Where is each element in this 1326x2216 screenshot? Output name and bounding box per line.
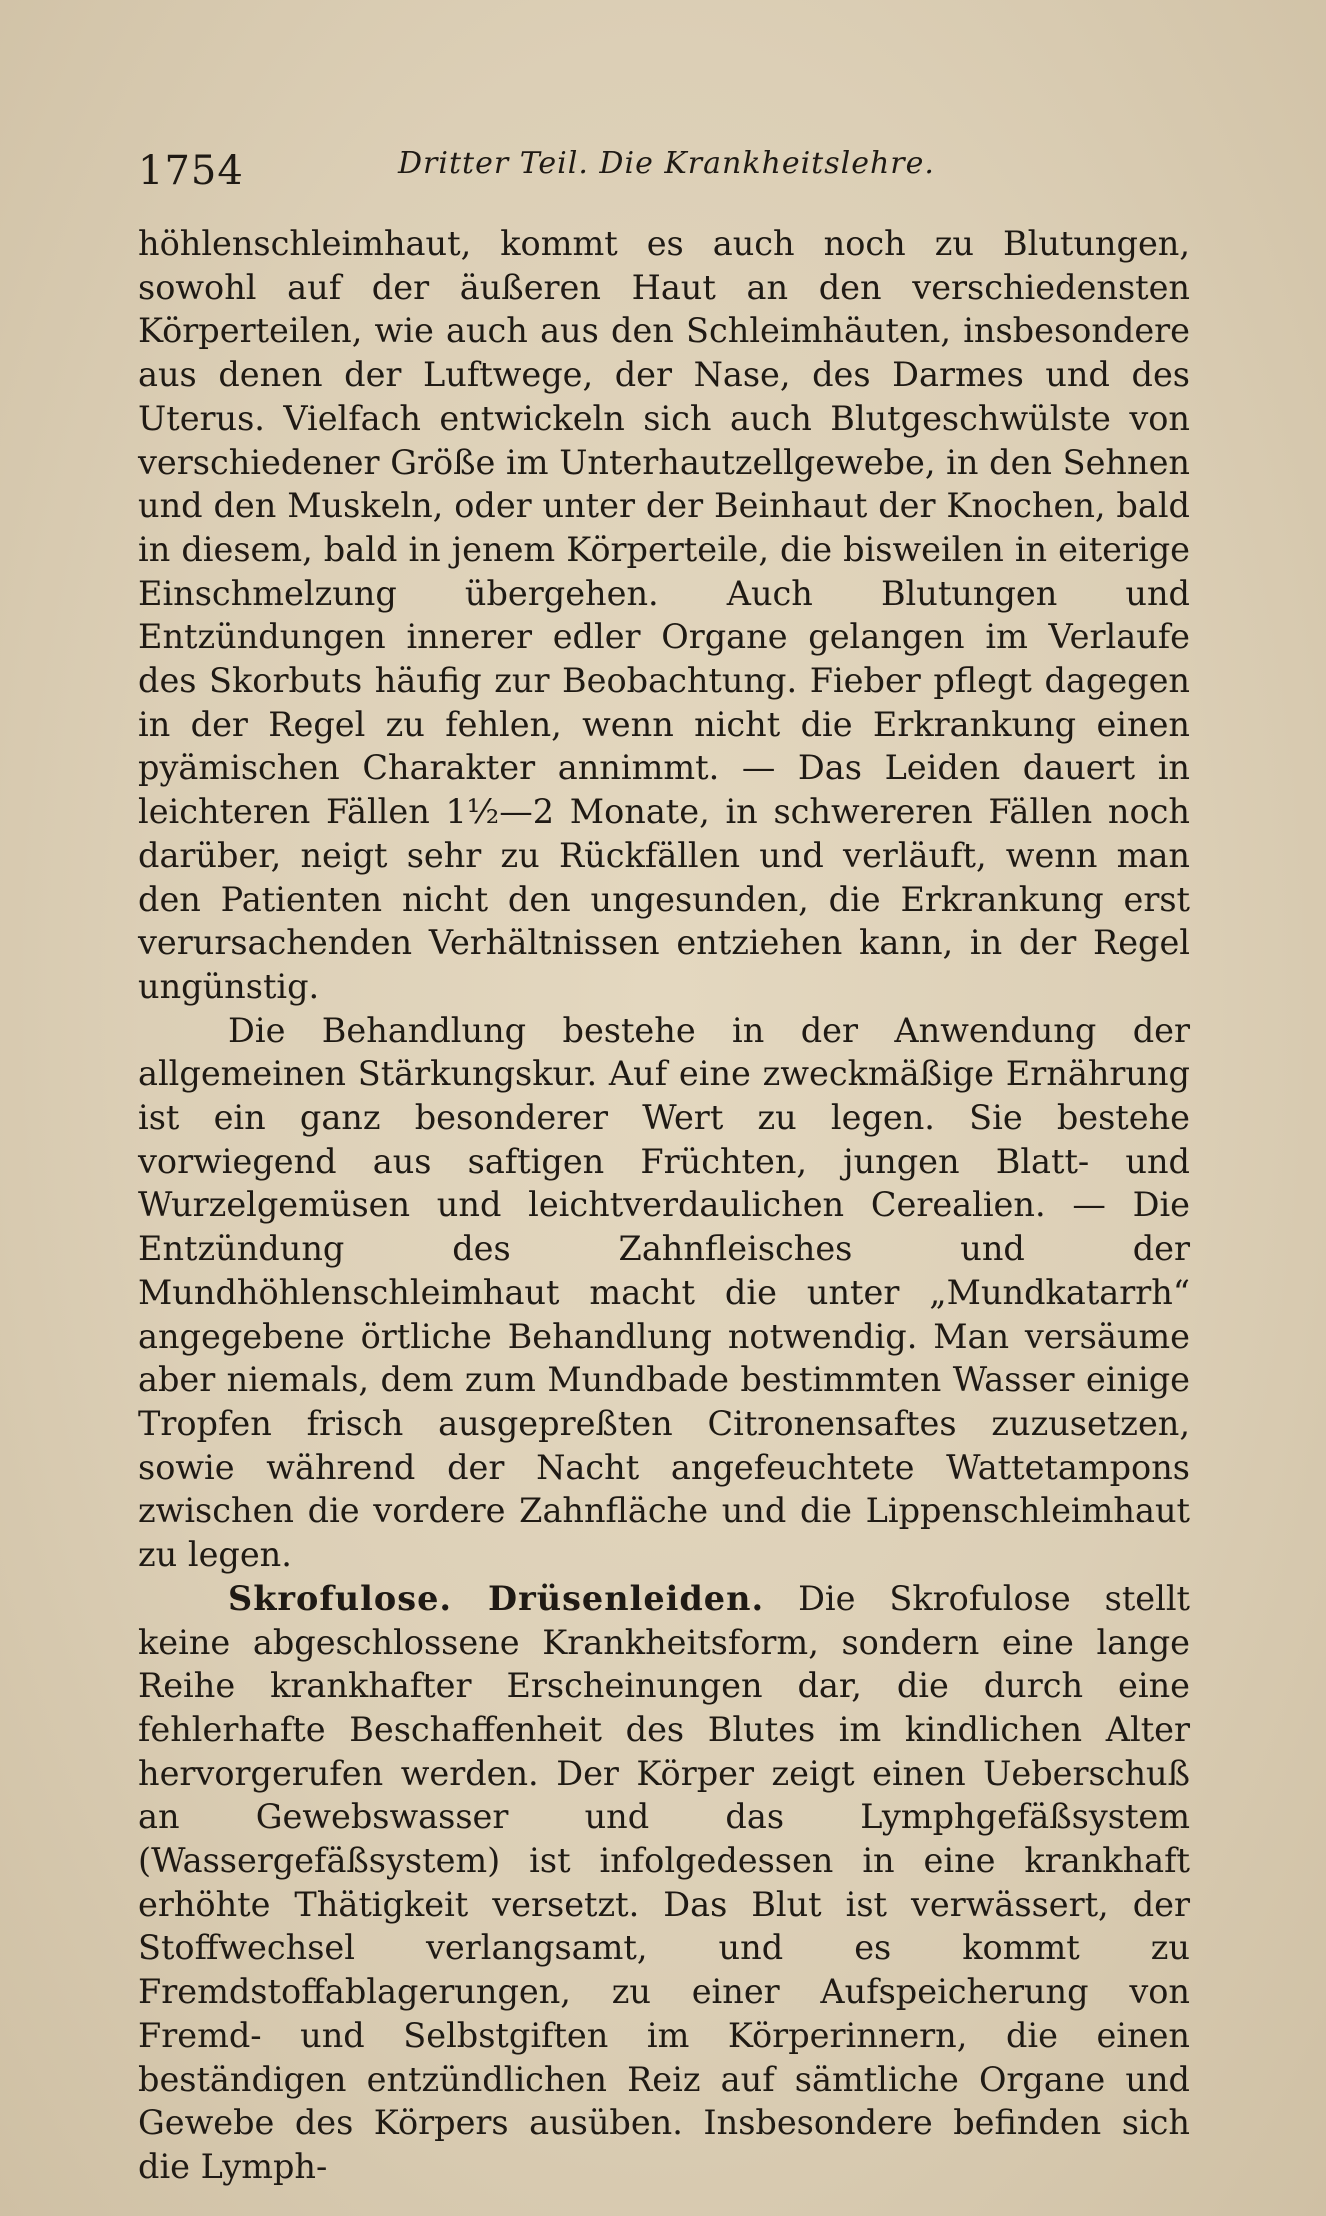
page-number: 1754 xyxy=(138,148,244,194)
paragraph-2: Die Behandlung bestehe in der Anwendung der allgemeinen Stärkungskur. Auf eine zweckmäßige Ernährung ist ein ganz besonderer Wert zu legen. Sie bestehe vorwiegend aus saftigen Früchten, jungen Blatt- und Wurzelgemüsen und leichtverdaulichen Cerealien. — Die Entzündung des Zahnfleisches und der Mundhöhlenschleimhaut macht die unter „Mundkatarrh“ angegebene örtliche Behandlung notwendig. Man versäume aber niemals, dem zum Mundbade bestimmten Wasser einige Tropfen frisch ausgepreßten Citronensaftes zuzusetzen, sowie während der Nacht angefeuchtete Wattetampons zwischen die vordere Zahnfläche und die Lippenschleimhaut zu legen. xyxy=(138,1010,1190,1575)
paragraph-1: höhlenschleimhaut, kommt es auch noch zu Blutungen, sowohl auf der äußeren Haut an den verschiedensten Körperteilen, wie auch aus den Schleimhäuten, insbesondere aus denen der Luftwege, der Nase, des Darmes und des Uterus. Vielfach entwickeln sich auch Blutgeschwülste von verschiedener Größe im Unterhautzellgewebe, in den Sehnen und den Muskeln, oder unter der Beinhaut der Knochen, bald in diesem, bald in jenem Körperteile, die bisweilen in eiterige Einschmelzung übergehen. Auch Blutungen und Entzündungen innerer edler Organe gelangen im Verlaufe des Skorbuts häufig zur Beobachtung. Fieber pflegt dagegen in der Regel zu fehlen, wenn nicht die Erkrankung einen pyämischen Charakter annimmt. — Das Leiden dauert in leichteren Fällen 1½—2 Monate, in schwereren Fällen noch darüber, neigt sehr zu Rückfällen und verläuft, wenn man den Patienten nicht den ungesunden, die Erkrankung erst verursachenden Verhältnissen entziehen kann, in der Regel ungünstig. xyxy=(138,224,1190,1006)
paragraph-3-text: Die Skrofulose stellt keine abgeschlossene Krankheitsform, sondern eine lange Reihe krankhafter Erscheinungen dar, die durch eine fehlerhafte Beschaffenheit des Blutes im kindlichen Alter hervorgerufen werden. Der Körper zeigt einen Ueberschuß an Gewebswasser und das Lymphgefäßsystem (Wassergefäßsystem) ist infolgedessen in eine krankhaft erhöhte Thätigkeit versetzt. Das Blut ist verwässert, der Stoffwechsel verlangsamt, und es kommt zu Fremdstoffablagerungen, zu einer Aufspeicherung von Fremd- und Selbstgiften im Körperinnern, die einen beständigen entzündlichen Reiz auf sämtliche Organe und Gewebe des Körpers ausüben. Insbesondere befinden sich die Lymph- xyxy=(138,1578,1190,2186)
body-text xyxy=(138,222,1190,2189)
paragraph-3 xyxy=(138,1577,1190,2189)
section-heading: Skrofulose. Drüsenleiden. xyxy=(228,1578,765,1618)
page-header xyxy=(138,140,1188,200)
running-head: Dritter Teil. Die Krankheitslehre. xyxy=(398,146,935,181)
